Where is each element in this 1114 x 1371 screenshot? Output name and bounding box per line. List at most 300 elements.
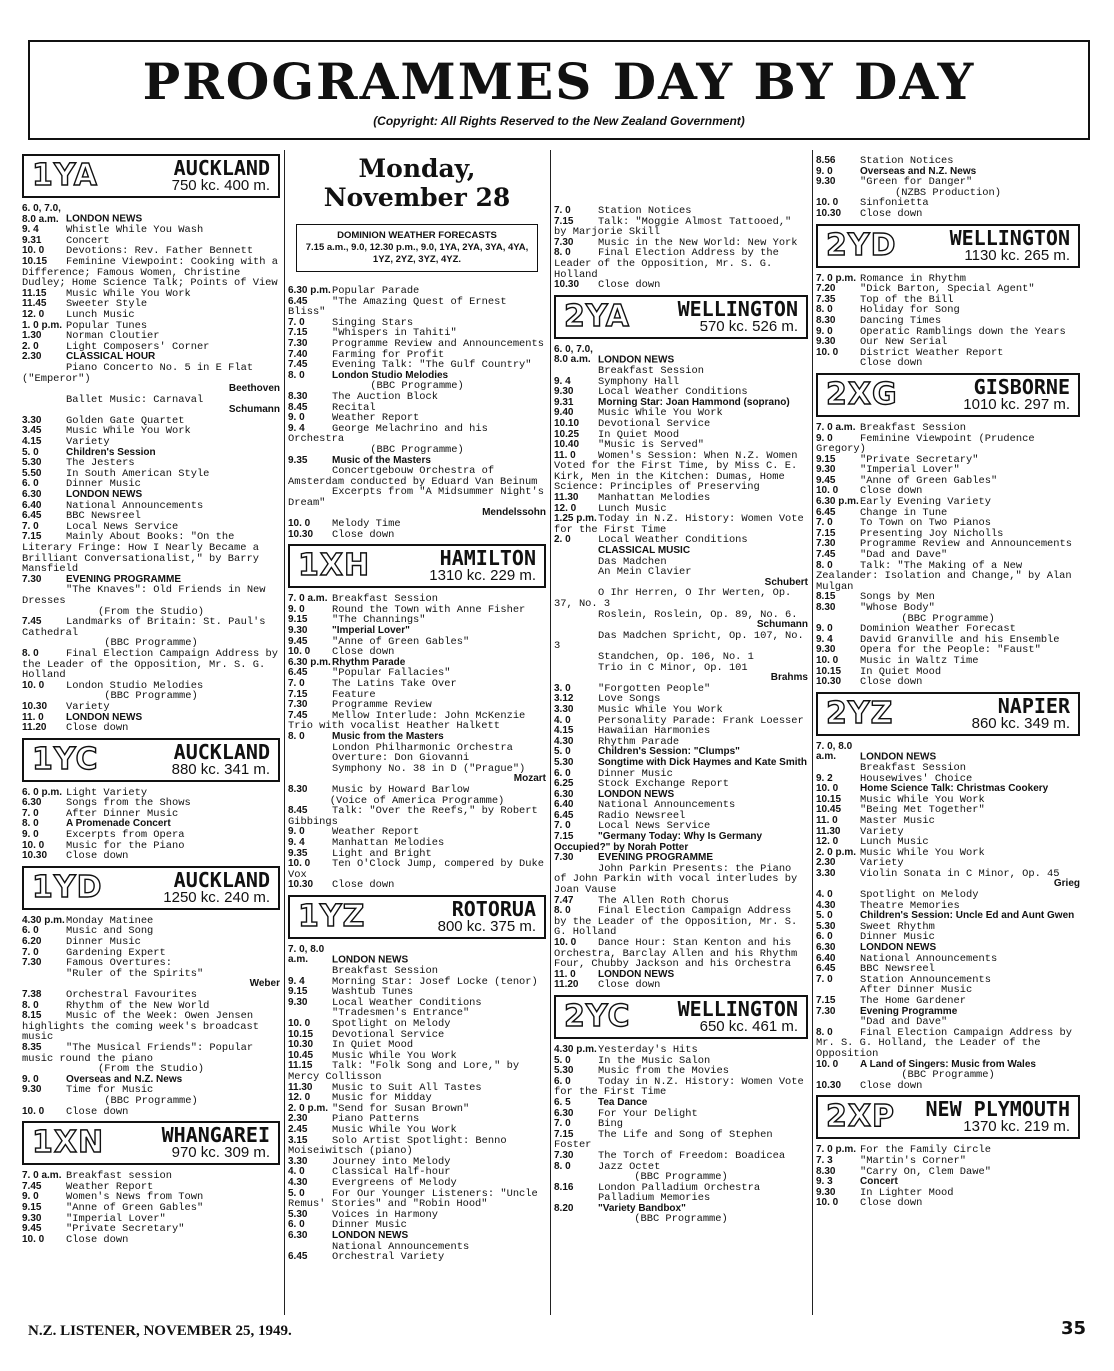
programme-title: Close down [332, 646, 395, 659]
programme-title: Lunch Music [860, 836, 929, 849]
programme-entry [22, 851, 280, 862]
programme-title: John Parkin Presents: the Piano of John Parkin with vocal interludes by Joan Vause [554, 862, 804, 897]
programme-time: 5.50 [22, 467, 42, 479]
programme-time: 8.35 [22, 1041, 42, 1053]
programme-title: A Land of Singers: Music from Wales [860, 1058, 1036, 1070]
programme-title: "Anne of Green Gables" [332, 635, 470, 648]
programme-time: 7.30 [816, 1005, 836, 1017]
programme-time: 7.45 [22, 1180, 42, 1192]
programme-title: BBC Newsreel [66, 510, 141, 523]
programme-title: "Send for Susan Brown" [332, 1102, 470, 1115]
programme-title: Music While You Work [332, 1049, 457, 1062]
programme-time: 4.30 p.m. [22, 914, 65, 926]
programme-time: 7. 0 a.m. [816, 421, 856, 433]
schedule-1yc [22, 788, 280, 862]
programme-time: 9. 0 [816, 623, 833, 635]
programme-time: 8. 0 [816, 1026, 833, 1038]
programme-time: 1.30 [22, 330, 42, 342]
station-city: AUCKLAND [173, 739, 270, 764]
programme-time: 3.45 [22, 425, 42, 437]
programme-time: 2. 0 [22, 340, 39, 352]
weather-forecast-box [296, 224, 538, 272]
programme-title: Weather Report [332, 826, 420, 839]
schedule-1ya [22, 203, 285, 735]
programme-title: Tea Dance [598, 1096, 648, 1108]
programme-title: Early Evening Variety [860, 496, 991, 509]
programme-time: 8. 0 [554, 905, 571, 917]
programme-entry [288, 945, 546, 966]
programme-title: Whistle While You Wash [66, 224, 204, 237]
station-frequency: 970 kc. 309 m. [171, 1144, 270, 1162]
programme-time: 7.30 [554, 236, 574, 248]
station-call-sign: 2XG [826, 376, 898, 412]
programme-title: London Philharmonic Orchestra [332, 741, 513, 754]
programme-title: Farming for Profit [332, 348, 445, 361]
programme-title: Close down [860, 485, 923, 498]
programme-title: Music While You Work [66, 287, 191, 300]
programme-title: Radio Newsreel [598, 809, 686, 822]
programme-entry [22, 479, 280, 490]
programme-title: Dinner Music [66, 936, 141, 949]
programme-time: 8.45 [288, 401, 308, 413]
programme-title: "Anne of Green Gables" [66, 1201, 204, 1214]
programme-title: "Whose Body" [860, 602, 935, 614]
programme-time: 9. 0 [816, 432, 833, 444]
programme-entry [816, 656, 1080, 667]
programme-title: "Imperial Lover" [332, 625, 410, 637]
programme-time: 8.45 [288, 805, 308, 817]
programme-title: After Dinner Music [860, 984, 973, 997]
programme-time: 9.31 [22, 234, 42, 246]
programme-title: Palladium Memories [598, 1192, 711, 1205]
programme-title: For Our Younger Listeners: "Uncle Remus' Stories" and "Robin Hood" [288, 1187, 545, 1211]
programme-title: "Imperial Lover" [860, 464, 960, 477]
copyright-notice: (Copyright: All Rights Reserved to the New Zealand Government) [373, 114, 745, 128]
programme-title: Feminine Viewpoint: Cooking with a Difference; Famous Women, Christine Dudley; Home Science Talk; Points of View [22, 255, 285, 290]
programme-title: Excerpts from Opera [66, 829, 185, 842]
programme-time: 4.30 [288, 1176, 308, 1188]
programme-time: 7.45 [288, 709, 308, 721]
programme-title: Final Election Address by the Leader of the Opposition, Mr. S. G. Holland [554, 247, 786, 281]
programme-time: 8. 0 [288, 730, 305, 742]
programme-title: Station Notices [860, 155, 954, 167]
programme-entry [816, 677, 1080, 688]
programme-time: 8. 0 [22, 818, 39, 830]
programme-time: 5.30 [22, 457, 42, 469]
programme-time: 7. 0 a.m. [22, 1170, 62, 1182]
programme-time: 6.30 [22, 797, 42, 809]
programme-entry [22, 363, 280, 384]
programme-entry [816, 827, 1080, 838]
programme-entry [816, 1081, 1080, 1092]
programme-time: 8. 0 [816, 304, 833, 316]
programme-title: LONDON NEWS [66, 711, 143, 723]
programme-title: Women's News from Town [66, 1191, 204, 1204]
programme-time: 7.30 [22, 957, 42, 969]
programme-entry [816, 816, 1080, 827]
programme-time: 10. 0 [288, 858, 311, 870]
programme-title: Popular Tunes [66, 319, 148, 332]
programme-entry [288, 858, 551, 881]
programme-title: Local News Service [66, 520, 179, 533]
programme-entry [288, 1252, 546, 1263]
programme-time: 8.30 [816, 314, 836, 326]
programme-time: 7. 0 [554, 820, 571, 832]
programme-title: Holiday for Song [860, 304, 960, 317]
programme-title: Programme Review [332, 699, 432, 712]
programme-time: 6.20 [22, 936, 42, 948]
programme-time: 4. 0 [554, 714, 571, 726]
programme-time: 10. 0 [816, 485, 839, 497]
programme-title: Breakfast Session [598, 364, 705, 377]
programme-title: "Tradesmen's Entrance" [332, 1007, 470, 1020]
programme-time: 9. 4 [288, 836, 305, 848]
programme-time: 6.45 [288, 295, 308, 307]
station-call-sign: 1XN [32, 1125, 105, 1161]
station-header-2yd [816, 224, 1080, 268]
programme-entry [288, 1136, 546, 1157]
column-4 [816, 156, 1080, 1321]
programme-title: Close down [332, 879, 395, 892]
programme-time: 7. 0 p.m. [816, 272, 857, 284]
schedule-1ya-evening [288, 285, 551, 541]
programme-title: Devotional Service [598, 417, 711, 430]
programme-entry [816, 476, 1080, 487]
programme-title: Concert [66, 234, 110, 247]
programme-title: Children's Session: Uncle Ed and Aunt Gwen [860, 910, 1075, 922]
programme-time: 10. 0 [22, 1233, 45, 1245]
programme-entry [288, 466, 546, 487]
programme-time: 3.30 [288, 1155, 308, 1167]
station-city: ROTORUA [451, 896, 536, 921]
programme-title: Light Variety [66, 786, 148, 799]
programme-title: National Announcements [598, 799, 736, 812]
programme-title: Jazz Octet [598, 1160, 661, 1173]
programme-title: Solo Artist Spotlight: Benno Moiseiwitsch (piano) [288, 1134, 513, 1158]
programme-entry [554, 248, 808, 280]
programme-time: 6. 0, 7.0, 8.0 a.m. [22, 203, 64, 225]
programme-time: 6.45 [22, 510, 42, 522]
programme-title: London Palladium Orchestra [598, 1181, 761, 1194]
programme-title: Programme Review and Announcements [860, 538, 1073, 551]
programme-title: Light and Bright [332, 847, 432, 860]
programme-title: LONDON NEWS [598, 968, 675, 980]
programme-time: 10.10 [554, 417, 580, 429]
programme-entry [554, 546, 808, 557]
programme-title: A Promenade Concert [66, 818, 171, 830]
programme-time: 10.30 [288, 528, 314, 540]
programme-entry [816, 1188, 1080, 1199]
programme-time: 10.30 [816, 207, 842, 219]
programme-title: Breakfast Session [332, 965, 439, 978]
programme-entry [22, 1224, 280, 1235]
programme-entry [288, 764, 546, 775]
column-rule [284, 150, 285, 1315]
programme-title: Rhythm of the New World [66, 999, 210, 1012]
programme-time: 7.30 [288, 699, 308, 711]
programme-title: In Lighter Mood [860, 1186, 954, 1199]
programme-title: For the Family Circle [860, 1144, 991, 1157]
programme-entry [554, 684, 808, 695]
programme-time: 9.45 [22, 1223, 42, 1235]
station-header-1xh [288, 544, 546, 588]
programme-entry [288, 1220, 546, 1231]
programme-entry [554, 217, 808, 238]
programme-title: To Town on Two Pianos [860, 517, 991, 530]
programme-time: 7. 0 a.m. [288, 593, 328, 605]
programme-time: 5.30 [554, 1065, 574, 1077]
programme-title: Songtime with Dick Haymes and Kate Smith [598, 756, 807, 768]
programme-entry [816, 869, 1080, 880]
schedule-1yz-evening [554, 206, 808, 291]
programme-title: Music from the Masters [332, 730, 444, 742]
programme-title: "Imperial Lover" [66, 1212, 166, 1225]
schedule-1xn [22, 1171, 280, 1245]
programme-time: 7.15 [554, 215, 574, 227]
programme-entry [288, 785, 546, 796]
programme-title: Talk: "Over the Reefs," by Robert Gibbings [288, 805, 545, 828]
programme-time: 7.30 [22, 573, 42, 585]
programme-time: 7. 0 [22, 946, 39, 958]
programme-title: Personality Parade: Frank Loesser [598, 714, 804, 727]
programme-title: Piano Patterns [332, 1113, 420, 1126]
programme-time: 7.30 [288, 337, 308, 349]
programme-title: Sweeter Style [66, 298, 148, 311]
programme-entry [22, 255, 285, 290]
programme-time: 5.30 [816, 920, 836, 932]
programme-title: National Announcements [66, 499, 204, 512]
programme-title: In the Music Salon [598, 1054, 711, 1067]
programme-entry [816, 198, 1080, 209]
programme-title: Orchestral Favourites [66, 989, 197, 1001]
programme-title: Local News Service [598, 820, 711, 833]
programme-time: 7.15 [816, 995, 836, 1006]
programme-entry [816, 1198, 1080, 1209]
programme-time: 10. 0 [22, 679, 45, 691]
programme-time: 7. 0 [22, 520, 39, 532]
programme-time: 4.15 [554, 725, 574, 737]
station-header-1yd [22, 866, 280, 910]
programme-time: 7.45 [816, 549, 836, 561]
programme-time: 11.30 [288, 1081, 313, 1093]
programme-title: Roslein, Roslein, Op. 89, No. 6. [598, 608, 798, 621]
programme-title: Dinner Music [66, 478, 141, 491]
programme-entry [288, 679, 546, 690]
programme-title: Programme Review and Announcements [332, 337, 545, 350]
programme-entry [554, 451, 808, 493]
programme-entry [22, 1107, 280, 1118]
programme-title: The Allen Roth Chorus [598, 894, 729, 907]
programme-title: Stock Exchange Report [598, 778, 729, 791]
programme-time: 4.30 p.m. [554, 1043, 597, 1055]
programme-title: Recital [332, 401, 376, 414]
programme-title: Music While You Work [598, 407, 723, 420]
programme-entry [816, 305, 1080, 316]
programme-title: Violin Sonata in C Minor, Op. 45 [860, 867, 1060, 880]
page-title: PROGRAMMES DAY BY DAY [142, 52, 976, 111]
composer-credit: Weber [249, 978, 280, 990]
programme-time: 3.30 [22, 414, 42, 426]
programme-title: Mainly About Books: "On the Literary Fringe: How I Nearly Became a Brilliant Conversationalist," by Barry Mansfield [22, 531, 266, 576]
programme-title: Variety [860, 825, 904, 838]
programme-title: "Dad and Dave" [860, 549, 948, 562]
programme-note: (BBC Programme) [901, 612, 995, 625]
composer-credit: Schumann [756, 619, 808, 631]
station-city: HAMILTON [439, 546, 536, 571]
programme-time: 9. 0 [288, 603, 305, 615]
programme-title: Music for the Piano [66, 839, 185, 852]
programme-time: 7. 0 [816, 973, 833, 985]
programme-title: Station Notices [598, 205, 692, 217]
programme-time: 9.30 [22, 1212, 42, 1224]
programme-title: Dinner Music [598, 767, 673, 780]
programme-entry [288, 1210, 546, 1221]
programme-time: 5. 0 [554, 1054, 571, 1066]
programme-title: In Quiet Mood [598, 428, 680, 441]
column-rule [812, 150, 813, 1315]
programme-time: 9. 0 [288, 826, 305, 838]
programme-time: 9.30 [816, 336, 836, 348]
programme-time: 6.45 [288, 667, 308, 679]
schedule-1xh [288, 593, 551, 892]
programme-title: Women's Session: When N.Z. Women Voted for the First Time, by Miss C. E. Kirk, Men in the Kitchen: Dumas, Home Science: Principles of Preserving [554, 449, 804, 494]
programme-time: 11.20 [22, 722, 47, 734]
programme-title: Close down [332, 528, 395, 541]
programme-time: 10. 0 [288, 1018, 311, 1030]
programme-time: 11.15 [288, 1060, 313, 1072]
programme-title: LONDON NEWS [332, 954, 409, 966]
programme-title: Close down [66, 1233, 129, 1246]
programme-entry [816, 954, 1080, 965]
programme-title: The Life and Song of Stephen Foster [554, 1128, 779, 1152]
programme-time: 6. 0 p.m. [22, 786, 63, 798]
programme-title: Orchestral Variety [332, 1251, 445, 1264]
programme-title: Breakfast Session [332, 593, 439, 606]
programme-time: 7.30 [554, 852, 574, 864]
weather-forecast-title: DOMINION WEATHER FORECASTS [337, 230, 497, 241]
programme-title: Close down [598, 279, 661, 292]
programme-title: Das Madchen [598, 555, 667, 568]
programme-title: After Dinner Music [66, 807, 179, 820]
programme-entry [288, 880, 546, 891]
programme-entry [288, 1030, 546, 1041]
programme-time: 10. 0 [816, 1197, 839, 1209]
programme-entry [816, 327, 1080, 338]
column-1 [22, 150, 285, 1315]
programme-title: "Ruler of the Spirits" [66, 967, 204, 980]
programme-note: (From the Studio) [97, 605, 204, 618]
programme-time: 9.30 [816, 176, 836, 188]
schedule-1yd [22, 916, 280, 1117]
programme-time: 6. 0 [288, 1219, 305, 1231]
programme-time: 9.35 [288, 454, 308, 466]
programme-title: Music While You Work [332, 1123, 457, 1136]
programme-entry [554, 1109, 808, 1120]
programme-time: 11. 0 [816, 814, 838, 826]
programme-title: Local Weather Conditions [598, 534, 748, 547]
programme-time: 12. 0 [22, 308, 45, 320]
programme-title: Popular Parade [332, 285, 420, 297]
programme-title: Variety [66, 436, 110, 449]
programme-title: In Quiet Mood [860, 665, 942, 678]
programme-time: 2. 0 [554, 534, 571, 546]
programme-title: EVENING PROGRAMME [598, 852, 714, 864]
station-frequency: 1130 kc. 265 m. [964, 246, 1070, 264]
programme-time: 6.40 [816, 952, 836, 964]
programme-title: "Carry On, Clem Dawe" [860, 1165, 991, 1178]
programme-entry [22, 1235, 280, 1246]
programme-title: Symphony No. 38 in D ("Prague") [332, 762, 526, 775]
programme-title: Concert [860, 1176, 898, 1188]
programme-title: LONDON NEWS [860, 942, 937, 954]
programme-entry [22, 702, 280, 713]
programme-entry [816, 561, 1080, 593]
programme-entry [554, 779, 808, 790]
programme-entry [554, 280, 808, 291]
programme-entry [22, 969, 280, 980]
programme-title: Ballet Music: Carnaval [66, 393, 204, 406]
programme-title: Music from the Movies [598, 1065, 729, 1078]
programme-entry [22, 713, 280, 724]
schedule-2ya [554, 343, 811, 992]
programme-time: 6. 0, 7.0, 8.0 a.m. [554, 343, 596, 366]
programme-title: CLASSICAL HOUR [66, 351, 156, 363]
programme-time: 9.45 [288, 635, 308, 647]
programme-title: "The Channings" [332, 614, 426, 627]
composer-credit: Mozart [513, 773, 546, 785]
programme-entry [816, 848, 1080, 859]
schedule-2yc [554, 1043, 811, 1226]
programme-time: 9. 4 [22, 224, 39, 236]
station-frequency: 860 kc. 349 m. [971, 714, 1070, 732]
programme-title: Variety [860, 857, 904, 870]
programme-time: 9. 0 [816, 325, 833, 337]
programme-title: The Home Gardener [860, 995, 967, 1007]
programme-title: Music in Waltz Time [860, 654, 979, 667]
station-frequency: 1010 kc. 297 m. [963, 395, 1070, 413]
programme-time: 9. 0 [288, 412, 305, 424]
programme-title: Mellow Interlude: John McKenzie Trio with vocalist Heather Halkett [288, 709, 532, 733]
programme-title: Close down [860, 1197, 923, 1210]
programme-time: 11.30 [816, 825, 841, 837]
programme-time: 9.30 [22, 1084, 42, 1096]
programme-entry [816, 209, 1080, 220]
programme-time: 11.45 [22, 298, 47, 310]
programme-entry [288, 424, 546, 445]
schedule-2yd [816, 274, 1080, 369]
programme-note: (BBC Programme) [634, 1171, 728, 1184]
programme-title: "The Amazing Quest of Ernest Bliss" [288, 295, 513, 319]
programme-time: 7.35 [816, 293, 836, 305]
programme-time: 9. 0 [816, 165, 833, 177]
programme-time: 8. 0 [554, 247, 571, 259]
programme-title: National Announcements [860, 952, 998, 965]
programme-entry [22, 532, 280, 574]
programme-entry [554, 726, 808, 737]
programme-time: 8.20 [554, 1202, 574, 1214]
programme-time: 10. 0 [816, 654, 839, 666]
programme-title: Melody Time [332, 518, 401, 531]
programme-time: 7. 0 [554, 205, 571, 216]
programme-title: Close down [66, 722, 129, 735]
programme-title: Final Election Campaign Address by the Leader of the Opposition, Mr. S. G. Holland [22, 647, 285, 682]
programme-time: 8. 0 [816, 559, 833, 571]
programme-entry [288, 711, 546, 732]
programme-entry [288, 530, 546, 541]
programme-time: 6. 0 [554, 1075, 571, 1087]
programme-time: 8. 0 [22, 647, 39, 659]
programme-time: 11. 0 [554, 968, 576, 980]
